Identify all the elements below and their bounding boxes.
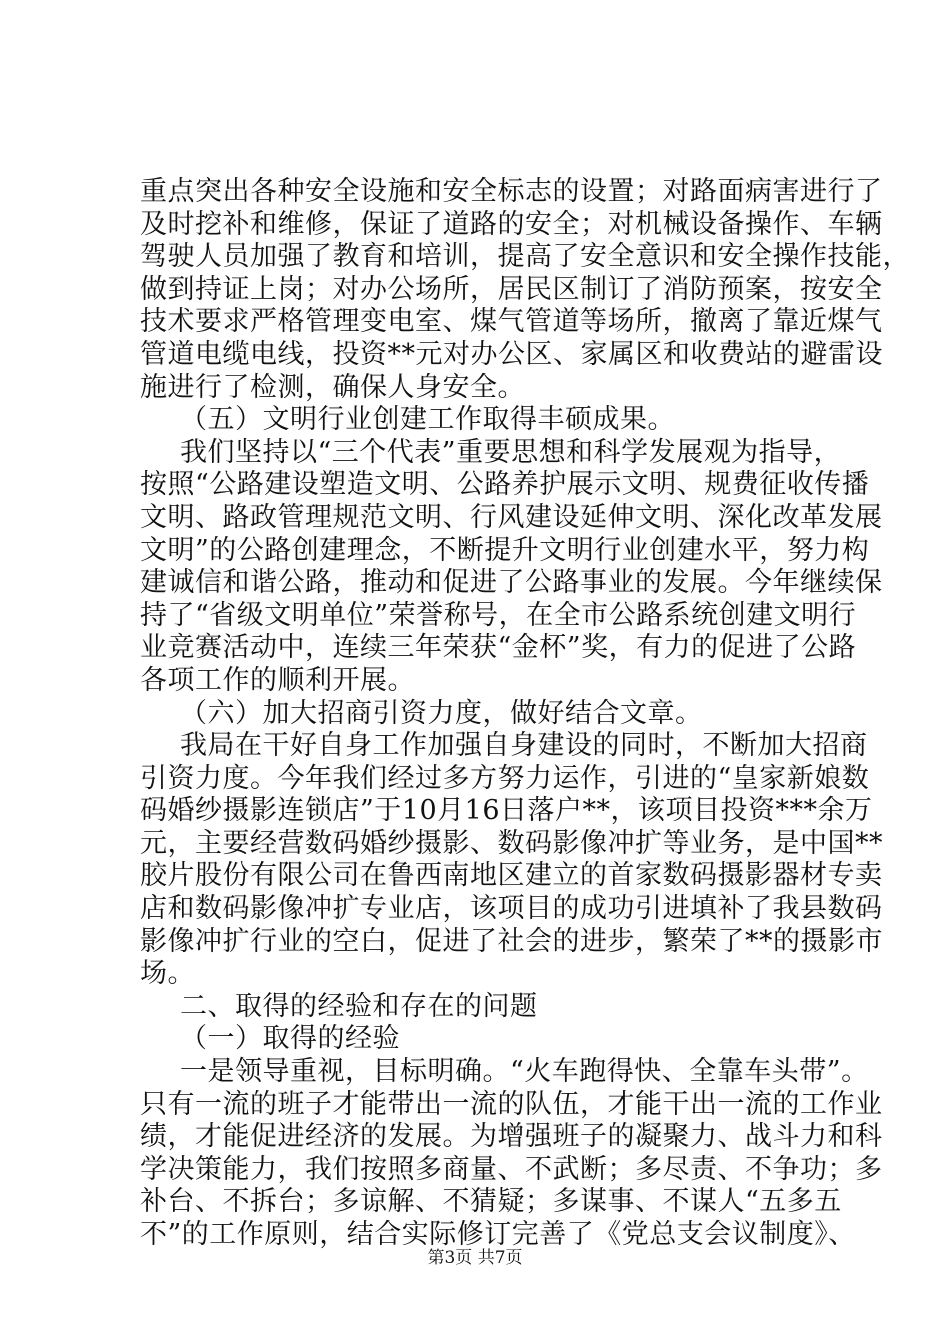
section-heading: （六）加大招商引资力度，做好结合文章。 xyxy=(180,697,703,729)
paragraph-line: 码婚纱摄影连锁店”于10月16日落户**，该项目投资***余万 xyxy=(140,795,873,827)
paragraph-line: 我们坚持以“三个代表”重要思想和科学发展观为指导， xyxy=(180,436,842,468)
paragraph-line: 店和数码影像冲扩专业店，该项目的成功引进填补了我县数码 xyxy=(140,893,883,925)
page-number: 第3页 共7页 xyxy=(427,1248,523,1268)
paragraph-line: 施进行了检测，确保人身安全。 xyxy=(140,371,525,403)
paragraph-line: 元，主要经营数码婚纱摄影、数码影像冲扩等业务，是中国** xyxy=(140,827,883,859)
paragraph-line: 影像冲扩行业的空白，促进了社会的进步，繁荣了**的摄影市 xyxy=(140,925,883,957)
paragraph-line: 技术要求严格管理变电室、煤气管道等场所，撤离了靠近煤气 xyxy=(140,306,883,338)
paragraph-line: 重点突出各种安全设施和安全标志的设置；对路面病害进行了 xyxy=(140,176,883,207)
paragraph-line: 持了“省级文明单位”荣誉称号，在全市公路系统创建文明行 xyxy=(140,599,857,631)
paragraph-line: 各项工作的顺利开展。 xyxy=(140,664,415,696)
paragraph-line: 胶片股份有限公司在鲁西南地区建立的首家数码摄影器材专卖 xyxy=(140,860,883,892)
paragraph-line: 做到持证上岗；对办公场所，居民区制订了消防预案，按安全 xyxy=(140,273,883,305)
paragraph-line: 一是领导重视，目标明确。“火车跑得快、全靠车头带”。 xyxy=(180,1056,869,1088)
paragraph-line: 引资力度。今年我们经过多方努力运作，引进的“皇家新娘数 xyxy=(140,762,870,794)
paragraph-line: 建诚信和谐公路，推动和促进了公路事业的发展。今年继续保 xyxy=(140,567,883,599)
paragraph-line: 文明”的公路创建理念，不断提升文明行业创建水平，努力构 xyxy=(140,534,870,566)
paragraph-line: 不”的工作原则，结合实际修订完善了《党总支会议制度》、 xyxy=(140,1219,856,1250)
paragraph-line: 管道电缆电线，投资**元对办公区、家属区和收费站的避雷设 xyxy=(140,338,883,370)
paragraph-line: 按照“公路建设塑造文明、公路养护展示文明、规费征收传播 xyxy=(140,469,870,501)
paragraph-line: 业竞赛活动中，连续三年荣获“金杯”奖，有力的促进了公路 xyxy=(140,632,857,664)
paragraph-line: 补台、不拆台；多谅解、不猜疑；多谋事、不谋人“五多五 xyxy=(140,1186,842,1218)
paragraph-line: 绩，才能促进经济的发展。为增强班子的凝聚力、战斗力和科 xyxy=(140,1121,883,1153)
document-body xyxy=(140,176,910,1252)
section-heading: （一）取得的经验 xyxy=(180,1023,400,1055)
paragraph-line: 驾驶人员加强了教育和培训，提高了安全意识和安全操作技能， xyxy=(140,241,910,273)
paragraph-line: 场。 xyxy=(140,958,195,990)
paragraph-line: 文明、路政管理规范文明、行风建设延伸文明、深化改革发展 xyxy=(140,501,883,533)
paragraph-line: 只有一流的班子才能带出一流的队伍，才能干出一流的工作业 xyxy=(140,1088,883,1120)
section-heading: （五）文明行业创建工作取得丰硕成果。 xyxy=(180,404,675,436)
paragraph-line: 学决策能力，我们按照多商量、不武断；多尽责、不争功；多 xyxy=(140,1153,883,1185)
paragraph-line: 我局在干好自身工作加强自身建设的同时，不断加大招商 xyxy=(180,730,868,762)
section-heading: 二、取得的经验和存在的问题 xyxy=(180,990,538,1022)
paragraph-line: 及时挖补和维修，保证了道路的安全；对机械设备操作、车辆 xyxy=(140,208,883,240)
